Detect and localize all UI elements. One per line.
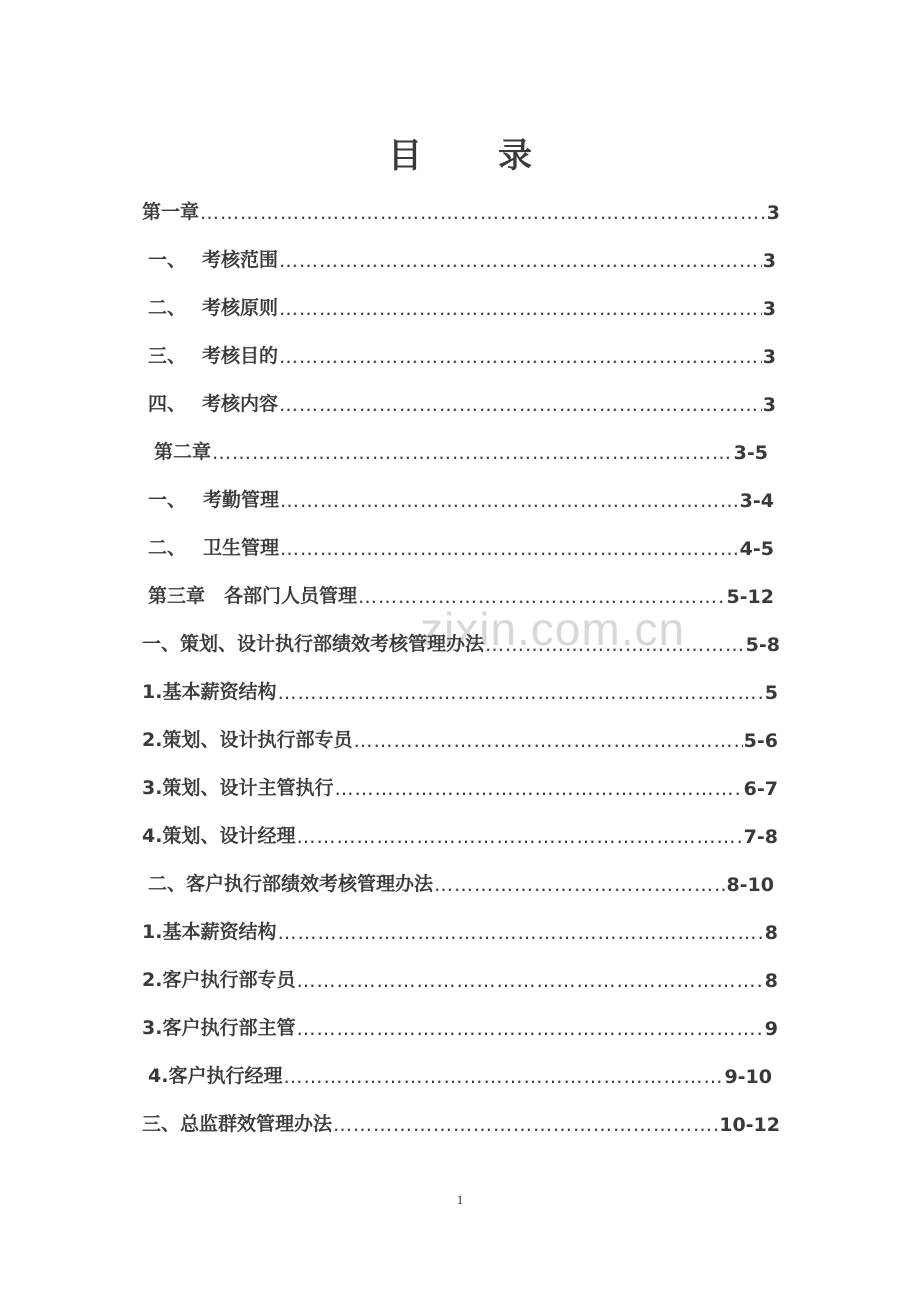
- toc-entry[interactable]: [148, 386, 776, 416]
- toc-entry[interactable]: [148, 242, 776, 272]
- toc-entry-page: 9-10: [724, 1066, 772, 1088]
- toc-entry[interactable]: [148, 866, 774, 896]
- toc-leader: [279, 394, 762, 416]
- toc-leader: [279, 250, 762, 272]
- toc-entry-number: 三、: [148, 345, 187, 367]
- toc-title-char-2: 录: [498, 136, 532, 176]
- toc-leader: [434, 874, 725, 896]
- toc-entry-page: 3-5: [733, 442, 768, 464]
- page-number: 1: [456, 1192, 464, 1207]
- toc-entry-label: 第一章: [142, 201, 200, 223]
- toc-leader: [277, 682, 763, 704]
- toc-entry[interactable]: [148, 290, 776, 320]
- toc-entry-page: 4-5: [739, 538, 774, 560]
- toc-entry-page: 3-4: [739, 490, 774, 512]
- toc-entry-label: 考核范围: [202, 249, 279, 271]
- watermark: zixin.com.cn: [420, 603, 686, 655]
- toc-leader: [485, 634, 745, 656]
- toc-entry-label: 三、总监群效管理办法: [142, 1113, 333, 1135]
- toc-entry-label: 考核目的: [202, 345, 279, 367]
- toc-entry[interactable]: [142, 1106, 780, 1136]
- toc-entry[interactable]: [148, 1058, 772, 1088]
- toc-leader: [279, 346, 762, 368]
- toc-entry-label: 2.策划、设计执行部专员: [142, 729, 353, 751]
- toc-leader: [333, 1114, 718, 1136]
- toc-leader: [279, 298, 762, 320]
- toc-leader: [296, 970, 763, 992]
- toc-entry-label: 卫生管理: [203, 537, 280, 559]
- toc-entry[interactable]: [142, 770, 778, 800]
- toc-entry-page: 5-8: [745, 634, 780, 656]
- toc-entry-page: 6-7: [743, 778, 778, 800]
- toc-entry-page: 8-10: [726, 874, 774, 896]
- toc-entry-page: 5-12: [726, 586, 774, 608]
- toc-entry-label: 一、策划、设计执行部绩效考核管理办法: [142, 633, 485, 655]
- toc-leader: [277, 922, 763, 944]
- toc-entry-number: 一、: [148, 489, 187, 511]
- toc-leader: [280, 490, 739, 512]
- toc-leader: [280, 538, 739, 560]
- toc-entry[interactable]: [154, 434, 768, 464]
- toc-entry[interactable]: [142, 818, 778, 848]
- toc-entry[interactable]: [142, 914, 778, 944]
- toc-entry-page: 10-12: [719, 1114, 780, 1136]
- toc-entry-label: 第三章 各部门人员管理: [148, 585, 358, 607]
- toc-entry-label: 4.策划、设计经理: [142, 825, 296, 847]
- toc-entry[interactable]: [142, 962, 778, 992]
- toc-title-char-1: 目: [388, 136, 422, 176]
- toc-entry-label: 2.客户执行部专员: [142, 969, 296, 991]
- toc-leader: [212, 442, 733, 464]
- toc-entry[interactable]: [142, 194, 780, 224]
- toc-entry[interactable]: [142, 722, 778, 752]
- toc-entry[interactable]: [142, 674, 778, 704]
- toc-entry[interactable]: [148, 482, 774, 512]
- toc-entry-label: 第二章: [154, 441, 212, 463]
- toc-entry-label: 考勤管理: [203, 489, 280, 511]
- toc-entry-page: 3: [762, 394, 776, 416]
- toc-entry-page: 7-8: [743, 826, 778, 848]
- toc-entry-label: 4.客户执行经理: [148, 1065, 283, 1087]
- toc-entry-label: 二、客户执行部绩效考核管理办法: [148, 873, 434, 895]
- toc-entry-label: 考核内容: [202, 393, 279, 415]
- toc-entry-page: 8: [764, 922, 778, 944]
- toc-entry[interactable]: [142, 626, 780, 656]
- toc-entry-number: 二、: [148, 297, 187, 319]
- toc-entry[interactable]: [148, 530, 774, 560]
- toc-entry-page: 3: [766, 202, 780, 224]
- toc-leader: [334, 778, 742, 800]
- toc-entry-page: 3: [762, 298, 776, 320]
- toc-entry-label: 3.策划、设计主管执行: [142, 777, 334, 799]
- toc-entry-page: 8: [764, 970, 778, 992]
- toc-leader: [283, 1066, 723, 1088]
- toc-leader: [296, 1018, 763, 1040]
- toc-entry[interactable]: [148, 338, 776, 368]
- toc-entry-number: 四、: [148, 393, 187, 415]
- toc-entry-number: 一、: [148, 249, 187, 271]
- toc-leader: [353, 730, 742, 752]
- toc-entry-number: 二、: [148, 537, 187, 559]
- toc-leader: [200, 202, 766, 224]
- toc-entry-label: 1.基本薪资结构: [142, 921, 277, 943]
- toc-entry-page: 3: [762, 346, 776, 368]
- toc-leader: [296, 826, 742, 848]
- toc-entry-label: 3.客户执行部主管: [142, 1017, 296, 1039]
- toc-entry-label: 1.基本薪资结构: [142, 681, 277, 703]
- toc-entry-page: 5: [764, 682, 778, 704]
- toc-entry-label: 考核原则: [202, 297, 279, 319]
- toc-entry-page: 9: [764, 1018, 778, 1040]
- toc-entry-page: 3: [762, 250, 776, 272]
- toc-entry-page: 5-6: [743, 730, 778, 752]
- toc-entry[interactable]: [142, 1010, 778, 1040]
